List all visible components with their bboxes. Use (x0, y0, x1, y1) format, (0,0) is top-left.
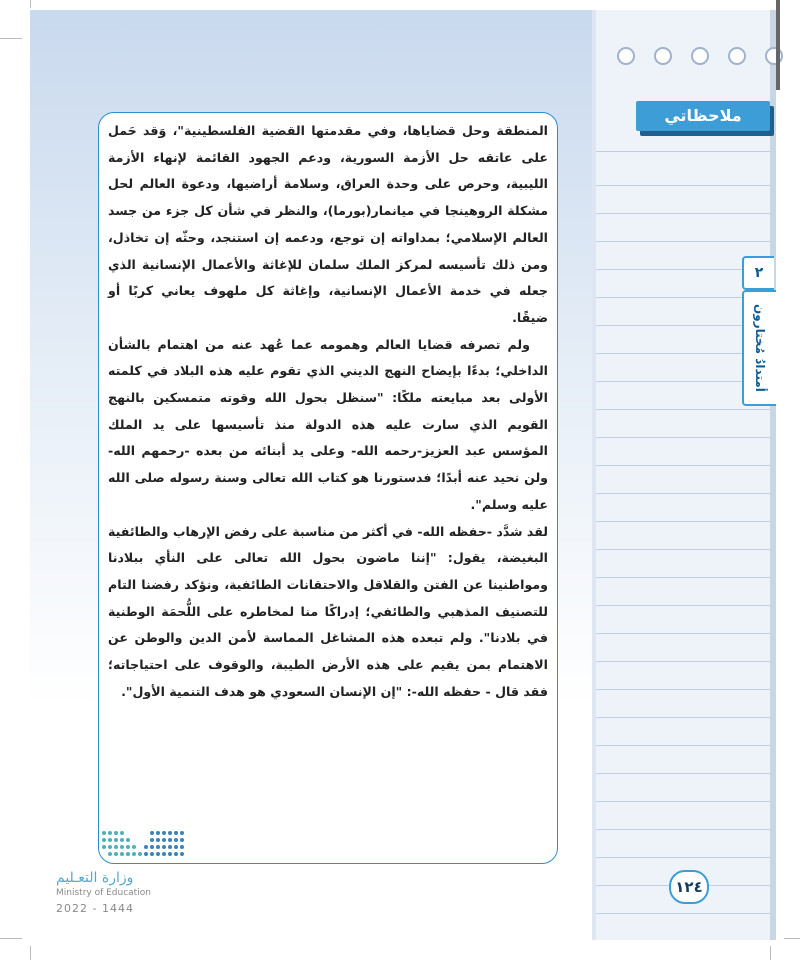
crop-mark (770, 946, 771, 960)
unit-name-tab (742, 290, 776, 406)
binder-hole-icon (765, 47, 783, 65)
notes-title: ملاحظاتي (636, 101, 770, 131)
body-text (108, 118, 548, 705)
binder-hole-icon (728, 47, 746, 65)
page-edge-bar (770, 10, 776, 940)
page-number: ١٢٤ (669, 870, 709, 904)
notes-panel-edge (592, 10, 596, 940)
paragraph: المنطقة وحل قضاياها، وفي مقدمتها القضية الفلسطينية"، وَقد حَمل على عاتقه حل الأزمة السورية، ودعم الجهود القائمة لإنهاء الأزمة الليبية، وحرص على وحدة العراق، وسلامة أراضيها، ودعوة العالم لحل مشكلة الروهينجا في ميانمار(بورما)، والنظر في شأن كل جزء من جسد العالم الإسلامي؛ بمداواته إن توجع، ودعمه إن استنجد، وحثّه إن تخاذل، ومن ذلك تأسيسه لمركز الملك سلمان للإغاثة والأعمال الإنسانية الذي جعله في خدمة الأعمال الإنسانية، وإغاثة كل ملهوف يعاني كربًا أو ضيقًا. (108, 123, 548, 325)
crop-mark (0, 938, 22, 939)
binder-hole-icon (691, 47, 709, 65)
unit-name-label: أمتدادُ مُختارون (753, 304, 767, 392)
crop-mark (30, 946, 31, 960)
ministry-name-english: Ministry of Education (56, 888, 151, 898)
unit-number-tab: ٢ (742, 256, 774, 290)
crop-mark (30, 0, 31, 8)
ministry-name-arabic: وزارة التعـليم (56, 870, 134, 886)
crop-mark (776, 0, 780, 90)
binder-hole-icon (654, 47, 672, 65)
edition-year: 2022 - 1444 (56, 902, 134, 915)
binder-hole-icon (617, 47, 635, 65)
ministry-logo-icon (98, 827, 194, 861)
paragraph: ولم تصرفه قضايا العالم وهمومه عما عُهد عنه من اهتمام بالشأن الداخلي؛ بدءًا بإيضاح النهج الديني الذي تقوم عليه هذه البلاد في كلمته الأولى بعد مبايعته ملكًا: "سنظل بحول الله وقوته متمسكين بالنهج القويم الذي سارت عليه هذه الدولة منذ تأسيسها على يد الملك المؤسس عبد العزيز-رحمه الله- وعلى يد أبنائه من بعده -رحمهم الله- ولن نحيد عنه أبدًا؛ فدستورنا هو كتاب الله تعالى وسنة رسوله صلى الله عليه وسلم". (108, 336, 548, 512)
crop-mark (0, 38, 22, 39)
crop-mark (784, 938, 800, 939)
paragraph: لقد شدَّد -حفظه الله- في أكثر من مناسبة على رفض الإرهاب والطائفية البغيضة، يقول: "إننا ماضون بحول الله تعالى على النأي ببلادنا ومواطنينا عن الفتن والقلاقل والاحتقانات الطائفية، ونؤكد رفضنا التام للتصنيف المذهبي والطائفي؛ إدراكًا منا لمخاطره على اللُّحمَة الوطنية في بلادنا". ولم تبعده هذه المشاغل المماسة لأمن الدين والوطن عن الاهتمام بمن يقيم على هذه الأرض الطيبة، والوقوف على احتياجاته؛ فقد قال - حفظه الله-: "إن الإنسان السعودي هو هدف التنمية الأول". (108, 523, 548, 699)
